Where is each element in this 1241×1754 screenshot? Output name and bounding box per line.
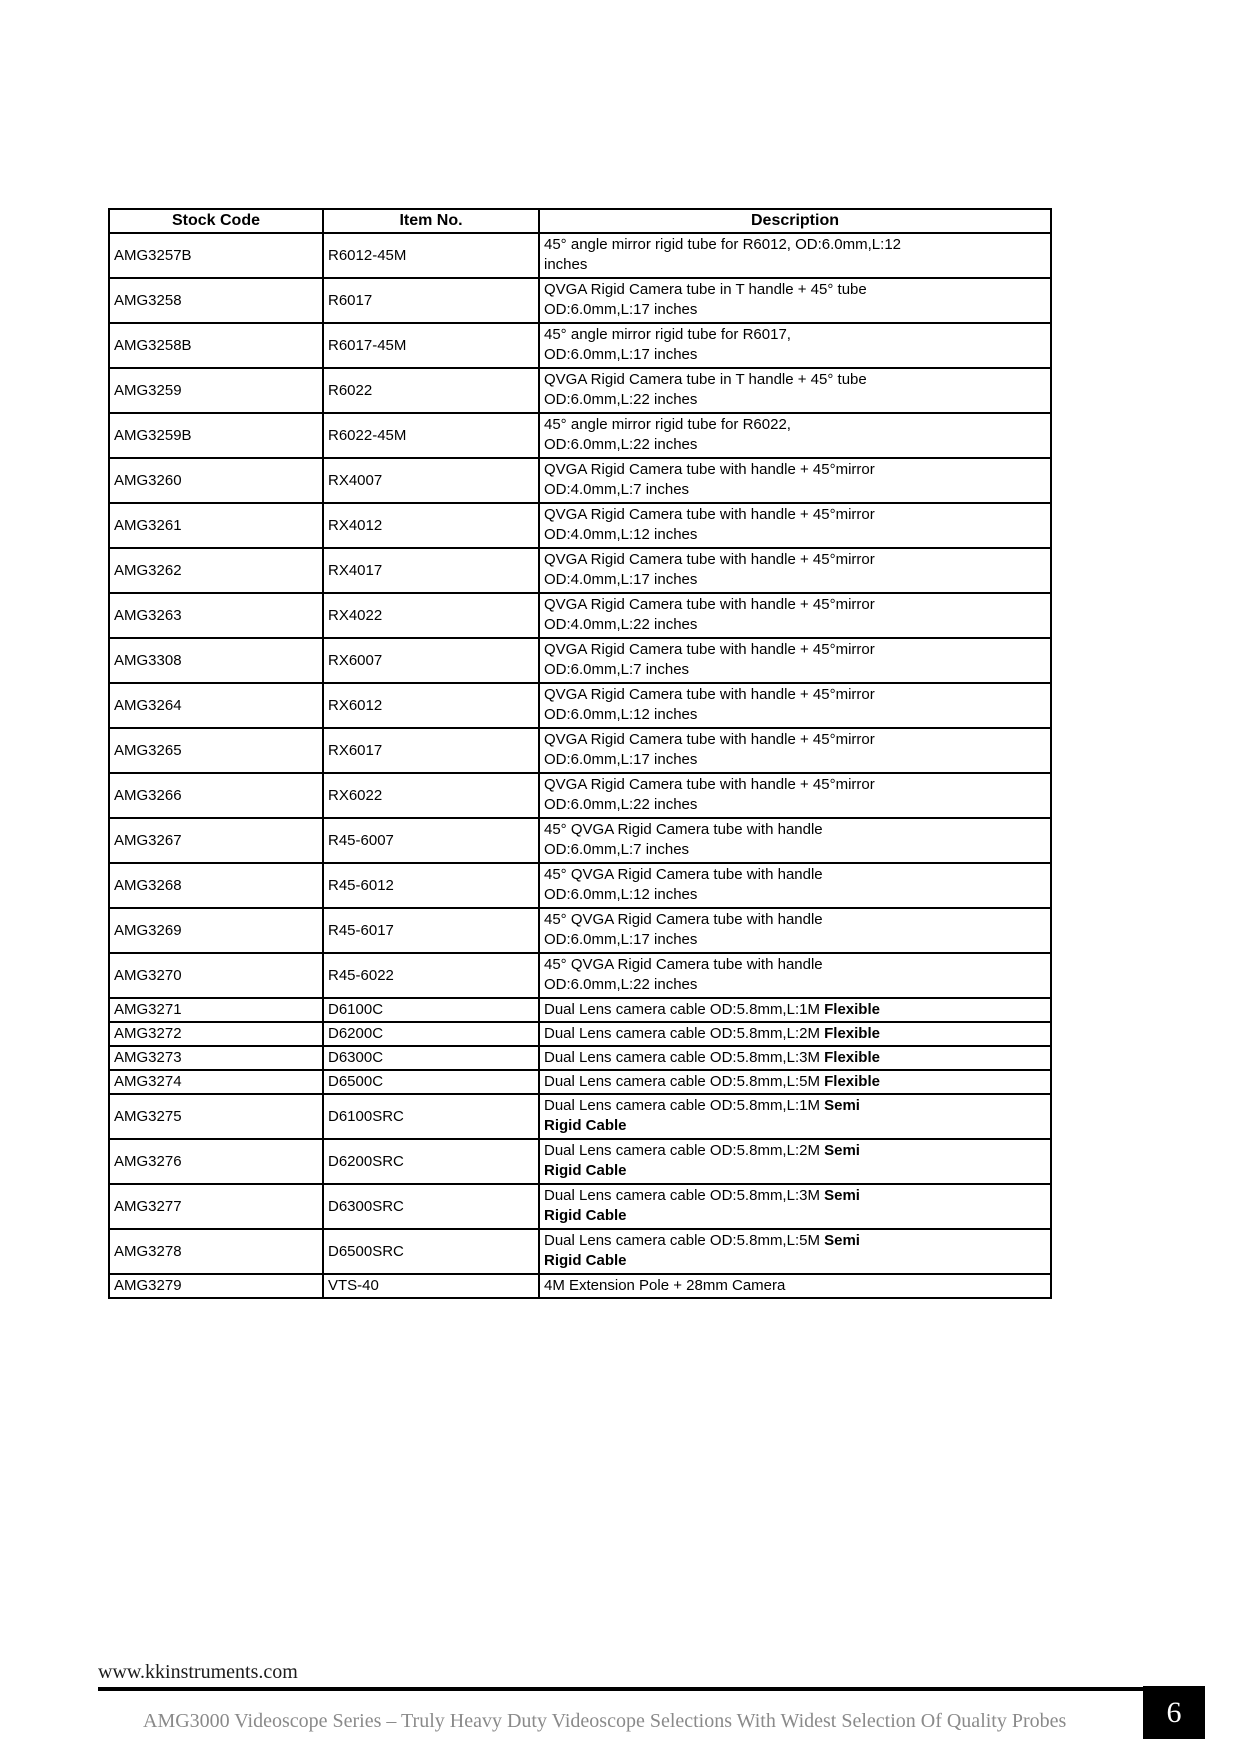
table-row: [109, 233, 1051, 278]
description-cell: Dual Lens camera cable OD:5.8mm,L:5M Semi Rigid Cable: [539, 1229, 1051, 1274]
table-row: [109, 503, 1051, 548]
table-row: [109, 458, 1051, 503]
website-url: www.kkinstruments.com: [98, 1661, 298, 1683]
stock-code-cell: AMG3270: [109, 953, 323, 998]
description-cell: 45° QVGA Rigid Camera tube with handle OD:6.0mm,L:17 inches: [539, 908, 1051, 953]
stock-code-cell: AMG3258: [109, 278, 323, 323]
stock-code-cell: AMG3278: [109, 1229, 323, 1274]
stock-code-cell: AMG3264: [109, 683, 323, 728]
item-no-cell: D6100C: [323, 998, 539, 1022]
table-row: [109, 773, 1051, 818]
item-no-cell: VTS-40: [323, 1274, 539, 1298]
description-cell: 45° QVGA Rigid Camera tube with handle OD:6.0mm,L:12 inches: [539, 863, 1051, 908]
table-row: [109, 728, 1051, 773]
item-no-cell: R6017-45M: [323, 323, 539, 368]
item-no-cell: D6300SRC: [323, 1184, 539, 1229]
item-no-cell: R6017: [323, 278, 539, 323]
description-cell: QVGA Rigid Camera tube with handle + 45°mirror OD:4.0mm,L:22 inches: [539, 593, 1051, 638]
description-cell: QVGA Rigid Camera tube in T handle + 45° tube OD:6.0mm,L:22 inches: [539, 368, 1051, 413]
stock-code-cell: AMG3275: [109, 1094, 323, 1139]
item-no-cell: R6012-45M: [323, 233, 539, 278]
page-number: 6: [1166, 1696, 1182, 1729]
table-row: [109, 413, 1051, 458]
description-cell: QVGA Rigid Camera tube with handle + 45°mirror OD:6.0mm,L:12 inches: [539, 683, 1051, 728]
table-row: [109, 998, 1051, 1022]
item-no-cell: R45-6012: [323, 863, 539, 908]
description-cell: Dual Lens camera cable OD:5.8mm,L:1M Semi Rigid Cable: [539, 1094, 1051, 1139]
description-cell: 45° angle mirror rigid tube for R6022, OD:6.0mm,L:22 inches: [539, 413, 1051, 458]
item-no-cell: D6500C: [323, 1070, 539, 1094]
table-row: [109, 323, 1051, 368]
item-no-cell: R6022-45M: [323, 413, 539, 458]
item-no-cell: RX4012: [323, 503, 539, 548]
table-row: [109, 593, 1051, 638]
table-row: [109, 368, 1051, 413]
stock-code-cell: AMG3257B: [109, 233, 323, 278]
stock-code-cell: AMG3277: [109, 1184, 323, 1229]
page-number-box: [1143, 1686, 1205, 1739]
stock-code-cell: AMG3262: [109, 548, 323, 593]
column-header-stock-code: Stock Code: [109, 209, 323, 233]
stock-code-cell: AMG3272: [109, 1022, 323, 1046]
stock-code-cell: AMG3260: [109, 458, 323, 503]
item-no-cell: RX4007: [323, 458, 539, 503]
stock-code-cell: AMG3269: [109, 908, 323, 953]
description-cell: Dual Lens camera cable OD:5.8mm,L:3M Flexible: [539, 1046, 1051, 1070]
stock-code-cell: AMG3261: [109, 503, 323, 548]
table-row: [109, 278, 1051, 323]
description-cell: QVGA Rigid Camera tube with handle + 45°mirror OD:6.0mm,L:22 inches: [539, 773, 1051, 818]
description-cell: Dual Lens camera cable OD:5.8mm,L:2M Semi Rigid Cable: [539, 1139, 1051, 1184]
description-cell: 45° QVGA Rigid Camera tube with handle OD:6.0mm,L:7 inches: [539, 818, 1051, 863]
item-no-cell: RX4017: [323, 548, 539, 593]
table-row: [109, 1229, 1051, 1274]
stock-code-cell: AMG3266: [109, 773, 323, 818]
item-no-cell: R45-6022: [323, 953, 539, 998]
description-cell: 45° QVGA Rigid Camera tube with handle OD:6.0mm,L:22 inches: [539, 953, 1051, 998]
table-row: [109, 1139, 1051, 1184]
stock-code-cell: AMG3259: [109, 368, 323, 413]
table-row: [109, 683, 1051, 728]
stock-code-cell: AMG3274: [109, 1070, 323, 1094]
stock-code-cell: AMG3273: [109, 1046, 323, 1070]
description-cell: 4M Extension Pole + 28mm Camera: [539, 1274, 1051, 1298]
stock-code-cell: AMG3276: [109, 1139, 323, 1184]
item-no-cell: D6300C: [323, 1046, 539, 1070]
item-no-cell: D6200SRC: [323, 1139, 539, 1184]
stock-code-cell: AMG3258B: [109, 323, 323, 368]
stock-code-cell: AMG3267: [109, 818, 323, 863]
table-row: [109, 1046, 1051, 1070]
table-row: [109, 1094, 1051, 1139]
description-cell: Dual Lens camera cable OD:5.8mm,L:3M Semi Rigid Cable: [539, 1184, 1051, 1229]
item-no-cell: D6100SRC: [323, 1094, 539, 1139]
description-cell: QVGA Rigid Camera tube with handle + 45°mirror OD:6.0mm,L:17 inches: [539, 728, 1051, 773]
description-cell: Dual Lens camera cable OD:5.8mm,L:5M Flexible: [539, 1070, 1051, 1094]
table-row: [109, 638, 1051, 683]
item-no-cell: D6500SRC: [323, 1229, 539, 1274]
table-row: [109, 863, 1051, 908]
product-table: [108, 208, 1052, 1299]
description-cell: Dual Lens camera cable OD:5.8mm,L:2M Flexible: [539, 1022, 1051, 1046]
item-no-cell: R45-6017: [323, 908, 539, 953]
table-row: [109, 1022, 1051, 1046]
description-cell: Dual Lens camera cable OD:5.8mm,L:1M Flexible: [539, 998, 1051, 1022]
description-cell: 45° angle mirror rigid tube for R6012, OD:6.0mm,L:12 inches: [539, 233, 1051, 278]
table-row: [109, 1274, 1051, 1298]
stock-code-cell: AMG3279: [109, 1274, 323, 1298]
column-header-item-no: Item No.: [323, 209, 539, 233]
stock-code-cell: AMG3271: [109, 998, 323, 1022]
item-no-cell: R6022: [323, 368, 539, 413]
item-no-cell: RX6012: [323, 683, 539, 728]
item-no-cell: R45-6007: [323, 818, 539, 863]
item-no-cell: RX6017: [323, 728, 539, 773]
stock-code-cell: AMG3308: [109, 638, 323, 683]
table-row: [109, 818, 1051, 863]
footer-divider: [98, 1687, 1143, 1691]
table-row: [109, 548, 1051, 593]
header-row: [109, 209, 1051, 233]
item-no-cell: RX6022: [323, 773, 539, 818]
stock-code-cell: AMG3259B: [109, 413, 323, 458]
footer-tagline: AMG3000 Videoscope Series – Truly Heavy Duty Videoscope Selections With Widest Selection Of Quality Probes: [143, 1710, 1067, 1732]
column-header-description: Description: [539, 209, 1051, 233]
description-cell: 45° angle mirror rigid tube for R6017, OD:6.0mm,L:17 inches: [539, 323, 1051, 368]
table-row: [109, 953, 1051, 998]
description-cell: QVGA Rigid Camera tube in T handle + 45° tube OD:6.0mm,L:17 inches: [539, 278, 1051, 323]
item-no-cell: RX6007: [323, 638, 539, 683]
product-table-header: [109, 209, 1051, 233]
stock-code-cell: AMG3265: [109, 728, 323, 773]
table-row: [109, 1070, 1051, 1094]
stock-code-cell: AMG3263: [109, 593, 323, 638]
description-cell: QVGA Rigid Camera tube with handle + 45°mirror OD:4.0mm,L:12 inches: [539, 503, 1051, 548]
description-cell: QVGA Rigid Camera tube with handle + 45°mirror OD:4.0mm,L:7 inches: [539, 458, 1051, 503]
description-cell: QVGA Rigid Camera tube with handle + 45°mirror OD:4.0mm,L:17 inches: [539, 548, 1051, 593]
table-body: [109, 233, 1051, 1298]
stock-code-cell: AMG3268: [109, 863, 323, 908]
table-row: [109, 1184, 1051, 1229]
item-no-cell: D6200C: [323, 1022, 539, 1046]
description-cell: QVGA Rigid Camera tube with handle + 45°mirror OD:6.0mm,L:7 inches: [539, 638, 1051, 683]
item-no-cell: RX4022: [323, 593, 539, 638]
table-row: [109, 908, 1051, 953]
